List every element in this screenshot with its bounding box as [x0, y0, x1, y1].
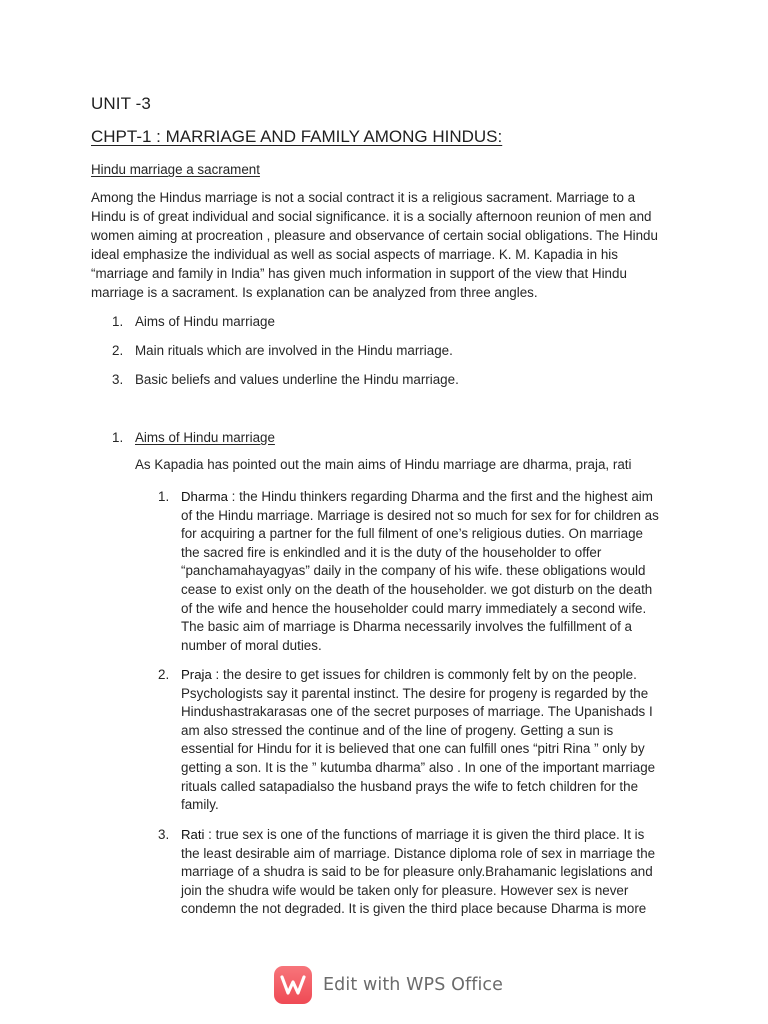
aim-number: 2. — [158, 667, 170, 682]
aim-line: cease to exist only on the death of the householder. we got disturb on the death — [181, 581, 653, 597]
aim-line: “panchamahayagyas” daily in the company of his wife. these obligations would — [181, 563, 646, 579]
intro-line: Among the Hindus marriage is not a social contract it is a religious sacrament. Marriage to a — [91, 190, 636, 205]
aim-line: The basic aim of marriage is Dharma necessarily involves the fulfillment of a — [181, 619, 632, 635]
list-number: 1. — [112, 314, 124, 329]
aim-term: Dharma — [181, 489, 228, 504]
aim-line: : the Hindu thinkers regarding Dharma and the first and the highest aim — [227, 489, 653, 504]
aim-line: of the wife and hence the householder could marry immediately a second wife. — [181, 600, 647, 616]
section-heading — [112, 430, 275, 445]
intro-line: ideal emphasize the individual as well as social aspects of marriage. K. M. Kapadia in his — [91, 246, 618, 262]
unit-title: UNIT -3 — [91, 94, 151, 113]
list-text: Basic beliefs and values underline the Hindu marriage. — [135, 372, 459, 387]
aim-number: 3. — [158, 827, 170, 842]
aim-line: family. — [181, 797, 219, 813]
aim-line: Hindushastrakarasas one of the secret purposes of marriage. The Upanishads I — [181, 704, 653, 720]
aim-line: of the Hindu marriage. Marriage is desired not so much for sex for for children as — [181, 507, 659, 523]
aim-line: the sacred fire is enkindled and it is the duty of the householder to offer — [181, 544, 602, 560]
aim-line: for acquiring a partner for the full filment of one’s religious duties. On marriage — [181, 526, 643, 542]
list-text: Aims of Hindu marriage — [135, 314, 275, 329]
aim-line: : the desire to get issues for children is commonly felt by on the people. — [211, 667, 637, 682]
aim-line: am also stressed the continue and of the line of progeny. Getting a sun is — [181, 722, 614, 738]
aim-body — [181, 826, 691, 919]
aim-line: essential for Hindu for it is believed that one can fulfill ones “pitri Rina ” only by — [181, 741, 645, 757]
list-item — [112, 314, 275, 329]
section-intro: As Kapadia has pointed out the main aims of Hindu marriage are dharma, praja, rati — [135, 457, 632, 472]
aim-line: getting a son. It is the ” kutumba dharma” also . In one of the important marriage — [181, 759, 656, 775]
aim-term: Praja — [181, 667, 212, 682]
aim-body — [181, 666, 691, 815]
wps-office-logo-icon — [274, 966, 312, 1004]
aim-line: join the shudra wife would be taken only for pleasure. However sex is never — [181, 882, 629, 898]
aim-body — [181, 488, 691, 655]
intro-line: marriage is a sacrament. Is explanation can be analyzed from three angles. — [91, 284, 538, 300]
section-title: Aims of Hindu marriage — [135, 430, 275, 445]
aim-term: Rati — [181, 827, 205, 842]
edit-with-wps-button[interactable] — [274, 964, 503, 1006]
aim-line: rituals called satapadialso the husband prays the wife to fetch children for the — [181, 778, 639, 794]
intro-line: Hindu is of great individual and social significance. it is a socially afternoon reunion of men and — [91, 208, 652, 224]
section-number: 1. — [112, 430, 124, 445]
list-text: Main rituals which are involved in the Hindu marriage. — [135, 343, 453, 358]
aim-line: Psychologists say it parental instinct. The desire for progeny is regarded by the — [181, 685, 649, 701]
intro-line: “marriage and family in India” has given much information in support of the view that Hindu — [91, 265, 627, 281]
chapter-title: CHPT-1 : MARRIAGE AND FAMILY AMONG HINDUS: — [91, 127, 503, 146]
list-item — [112, 343, 453, 358]
intro-paragraph — [91, 189, 687, 302]
aim-line: the least desirable aim of marriage. Distance diploma role of sex in marriage the — [181, 845, 656, 861]
aim-line: condemn the not degraded. It is given the third place because Dharma is more — [181, 901, 647, 917]
aim-line: : true sex is one of the functions of marriage it is given the third place. It is — [204, 827, 645, 842]
list-number: 3. — [112, 372, 124, 387]
wps-edit-label: Edit with WPS Office — [323, 975, 504, 995]
intro-line: women aiming at procreation , pleasure and observance of certain social obligations. The Hindu — [91, 227, 658, 243]
section-subheading: Hindu marriage a sacrament — [91, 162, 260, 177]
aim-number: 1. — [158, 489, 170, 504]
aim-line: number of moral duties. — [181, 637, 322, 653]
list-item — [112, 372, 459, 387]
aim-line: marriage of a shudra is said to be for pleasure only.Brahamanic legislations and — [181, 864, 653, 880]
list-number: 2. — [112, 343, 124, 358]
